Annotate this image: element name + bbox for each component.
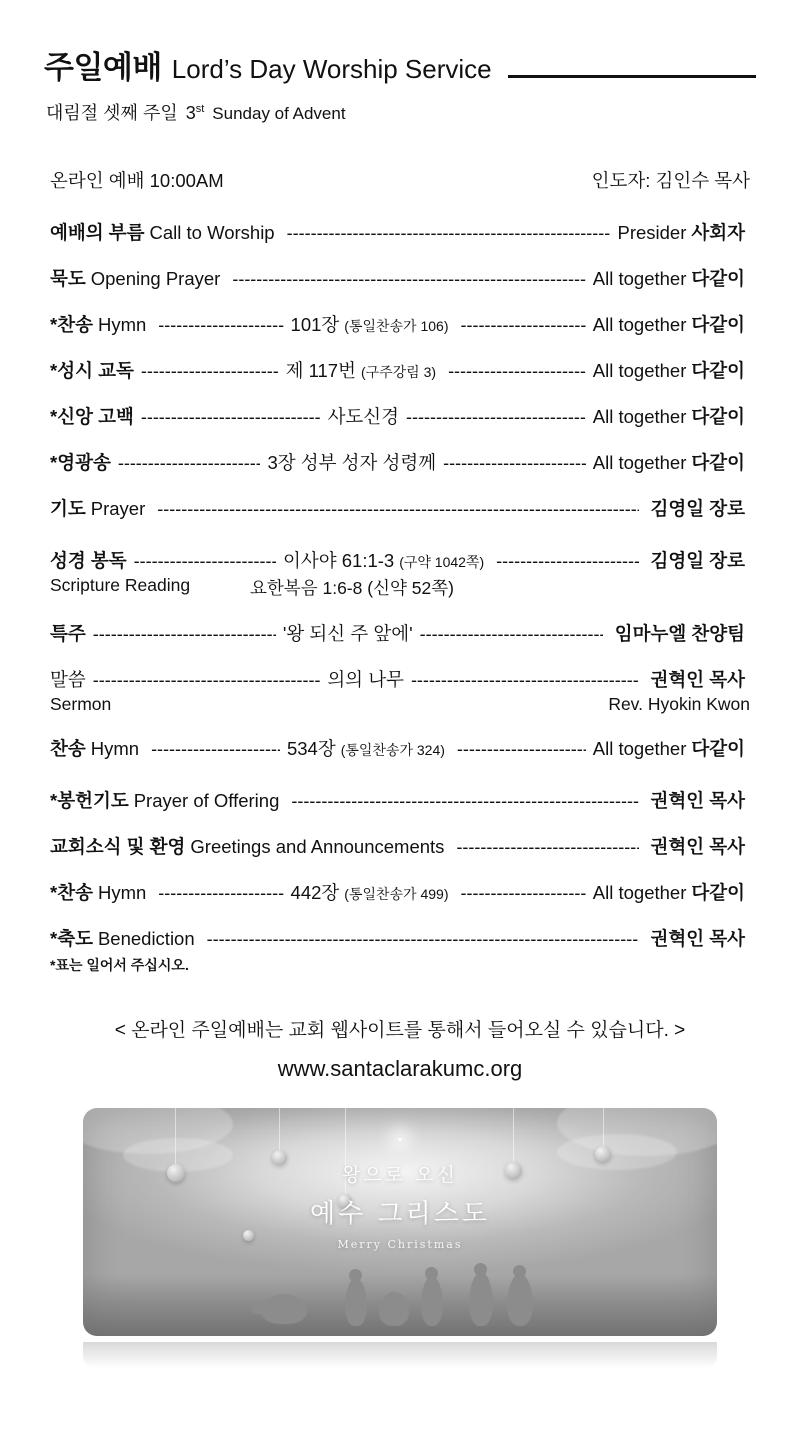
banner-line-3: Merry Christmas <box>337 1238 463 1251</box>
page-title-english: Lord’s Day Worship Service <box>171 54 492 84</box>
banner-reflection <box>83 1342 717 1368</box>
scripture-passage-2: 요한복음 1:6-8 (신약 52쪽) <box>250 578 454 598</box>
order-detail-note: (통일찬송가 106) <box>344 318 449 334</box>
order-role-en: All together <box>592 268 687 289</box>
order-row <box>50 879 750 905</box>
banner-line-2: 예수 그리스도 <box>310 1199 490 1229</box>
leader-dots <box>406 407 586 428</box>
order-label-ko: 예배의 부름 <box>50 222 145 243</box>
order-row <box>50 403 750 429</box>
order-row <box>50 495 750 521</box>
special-music-performer: 임마누엘 찬양팀 <box>614 623 745 644</box>
leader-dots <box>496 551 638 572</box>
leader-dots <box>457 739 586 760</box>
order-role-en: All together <box>592 314 687 335</box>
order-role-ko: 권혁인 목사 <box>650 790 745 811</box>
leader-dots <box>158 883 283 904</box>
leader-dots <box>118 453 261 474</box>
nativity-animal-head <box>251 1302 269 1314</box>
order-label-en: Hymn <box>97 314 147 335</box>
order-label-ko: 찬송 <box>50 738 86 759</box>
leader-dots <box>461 315 586 336</box>
special-music-title: '왕 되신 주 앞에' <box>282 623 413 644</box>
order-role-ko: 다같이 <box>691 882 745 903</box>
order-detail-note: (통일찬송가 499) <box>344 886 449 902</box>
order-detail-note: (통일찬송가 324) <box>340 742 445 758</box>
nativity-figure-head <box>513 1265 526 1278</box>
leader-dots <box>158 315 283 336</box>
order-label-ko: *신앙 고백 <box>50 406 134 427</box>
ornament-thread <box>279 1108 280 1152</box>
ornament-thread <box>175 1108 176 1166</box>
ornament-thread <box>513 1108 514 1164</box>
sermon-preacher-ko: 권혁인 목사 <box>650 669 745 690</box>
leader-dots <box>93 624 276 645</box>
order-role-ko: 다같이 <box>691 738 746 759</box>
order-label-en: Greetings and Announcements <box>190 836 445 857</box>
leader-dots <box>461 883 586 904</box>
order-role-en: All together <box>592 738 687 759</box>
special-music-label: 특주 <box>50 623 86 644</box>
leader-dots <box>141 407 321 428</box>
order-row <box>50 833 750 859</box>
order-label-en: Hymn <box>90 738 140 759</box>
order-role-ko: 다같이 <box>691 314 745 335</box>
order-role-en: Presider <box>617 222 687 243</box>
standing-footnote: *표는 일어서 주십시오. <box>50 957 189 973</box>
page-header <box>44 0 756 87</box>
order-label-ko: *성시 교독 <box>50 360 134 381</box>
order-row <box>50 219 750 245</box>
sermon-row <box>50 666 750 692</box>
banner-line-1: 왕으로 오신 <box>342 1164 458 1186</box>
order-detail: 제 117번 <box>285 360 356 381</box>
order-label-en: Call to Worship <box>149 222 275 243</box>
sermon-spacer <box>250 694 608 715</box>
service-time: 온라인 예배 10:00AM <box>50 170 224 191</box>
order-role-en: All together <box>592 406 687 427</box>
order-row <box>50 735 750 761</box>
scripture-row <box>50 547 750 573</box>
order-label-en: Prayer <box>90 498 146 519</box>
star-icon <box>399 1138 402 1141</box>
order-detail: 534장 <box>286 738 336 759</box>
leader-dots <box>420 624 603 645</box>
leader-dots <box>411 670 639 691</box>
scripture-subline <box>50 575 750 600</box>
order-label-ko: *축도 <box>50 928 93 949</box>
order-row <box>50 449 750 475</box>
leader-dots <box>141 361 279 382</box>
leader-dots <box>448 361 586 382</box>
leader-dots <box>443 453 586 474</box>
leader-dots <box>151 739 280 760</box>
leader-dots <box>157 499 638 520</box>
sermon-preacher-en: Rev. Hyokin Kwon <box>608 694 750 714</box>
scripture-label-ko: 성경 봉독 <box>50 550 127 571</box>
order-label-en: Prayer of Offering <box>133 790 280 811</box>
order-role-ko: 김영일 장로 <box>650 498 745 519</box>
banner-text <box>83 1160 717 1251</box>
nativity-figure-head <box>425 1267 438 1280</box>
order-role-en: All together <box>592 452 687 473</box>
scripture-label-en: Scripture Reading <box>50 575 191 595</box>
order-label-ko: *찬송 <box>50 882 93 903</box>
service-time-row <box>50 167 750 193</box>
order-role-ko: 권혁인 목사 <box>650 836 745 857</box>
order-row <box>50 787 750 813</box>
order-row <box>50 265 750 291</box>
scripture-page-2: (신약 52쪽) <box>367 578 454 598</box>
leader-dots <box>287 223 611 244</box>
order-label-en: Hymn <box>97 882 147 903</box>
scripture-reader: 김영일 장로 <box>650 550 745 571</box>
christmas-banner-image <box>83 1108 717 1336</box>
order-detail: 442장 <box>290 882 340 903</box>
ornament-thread <box>603 1108 604 1148</box>
scripture-page-1: (구약 1042쪽) <box>399 554 485 570</box>
order-label-en: Opening Prayer <box>90 268 221 289</box>
order-role-ko: 다같이 <box>691 268 745 289</box>
subtitle-korean: 대림절 셋째 주일 <box>46 103 178 123</box>
order-role-ko: 사회자 <box>691 222 745 243</box>
leader-dots <box>232 269 585 290</box>
order-label-ko: *찬송 <box>50 314 93 335</box>
nativity-figure-head <box>349 1269 362 1282</box>
order-of-service <box>44 167 756 975</box>
christmas-banner-wrapper <box>44 1108 756 1336</box>
header-rule <box>508 75 756 78</box>
subtitle-ordinal: 3st <box>185 103 205 123</box>
online-service-note: < 온라인 주일예배는 교회 웹사이트를 통해서 들어오실 수 있습니다. > <box>114 1020 686 1041</box>
page-subtitle <box>46 99 756 125</box>
leader-dots <box>456 837 638 858</box>
leader-dots <box>93 670 321 691</box>
order-role-ko: 권혁인 목사 <box>650 928 745 949</box>
order-row <box>50 357 750 383</box>
order-role-ko: 다같이 <box>691 406 745 427</box>
order-label-ko: 기도 <box>50 498 86 519</box>
order-role-en: All together <box>592 360 687 381</box>
order-label-ko: *영광송 <box>50 452 111 473</box>
order-label-ko: 교회소식 및 환영 <box>50 836 186 857</box>
subtitle-ordinal-suffix: st <box>195 103 205 115</box>
leader-dots <box>291 791 638 812</box>
order-role-en: All together <box>592 882 687 903</box>
sermon-title: 의의 나무 <box>327 669 404 690</box>
order-label-ko: 묵도 <box>50 268 86 289</box>
nativity-figure-head <box>474 1263 487 1276</box>
scripture-passage-1: 이사야 61:1-3 <box>282 550 395 571</box>
order-detail: 101장 <box>290 314 340 335</box>
special-music-row <box>50 620 750 646</box>
order-detail: 사도신경 <box>327 406 400 427</box>
service-leader: 인도자: 김인수 목사 <box>591 170 750 191</box>
leader-dots <box>207 929 639 950</box>
order-detail-note: (구주강림 3) <box>360 364 437 380</box>
order-role-ko: 다같이 <box>691 360 746 381</box>
sermon-label-en: Sermon <box>50 694 112 714</box>
subtitle-english: Sunday of Advent <box>212 104 346 123</box>
order-detail: 3장 성부 성자 성령께 <box>267 452 437 473</box>
page-title-korean: 주일예배 <box>44 50 162 85</box>
church-website-url[interactable]: www.santaclarakumc.org <box>277 1056 523 1081</box>
nativity-manger <box>379 1292 409 1326</box>
order-label-ko: *봉헌기도 <box>50 790 129 811</box>
order-row <box>50 311 750 337</box>
sermon-label-ko: 말씀 <box>50 669 86 690</box>
order-row <box>50 925 750 951</box>
order-role-ko: 다같이 <box>691 452 746 473</box>
leader-dots <box>134 551 276 572</box>
sermon-subline <box>50 694 750 715</box>
order-label-en: Benediction <box>97 928 195 949</box>
